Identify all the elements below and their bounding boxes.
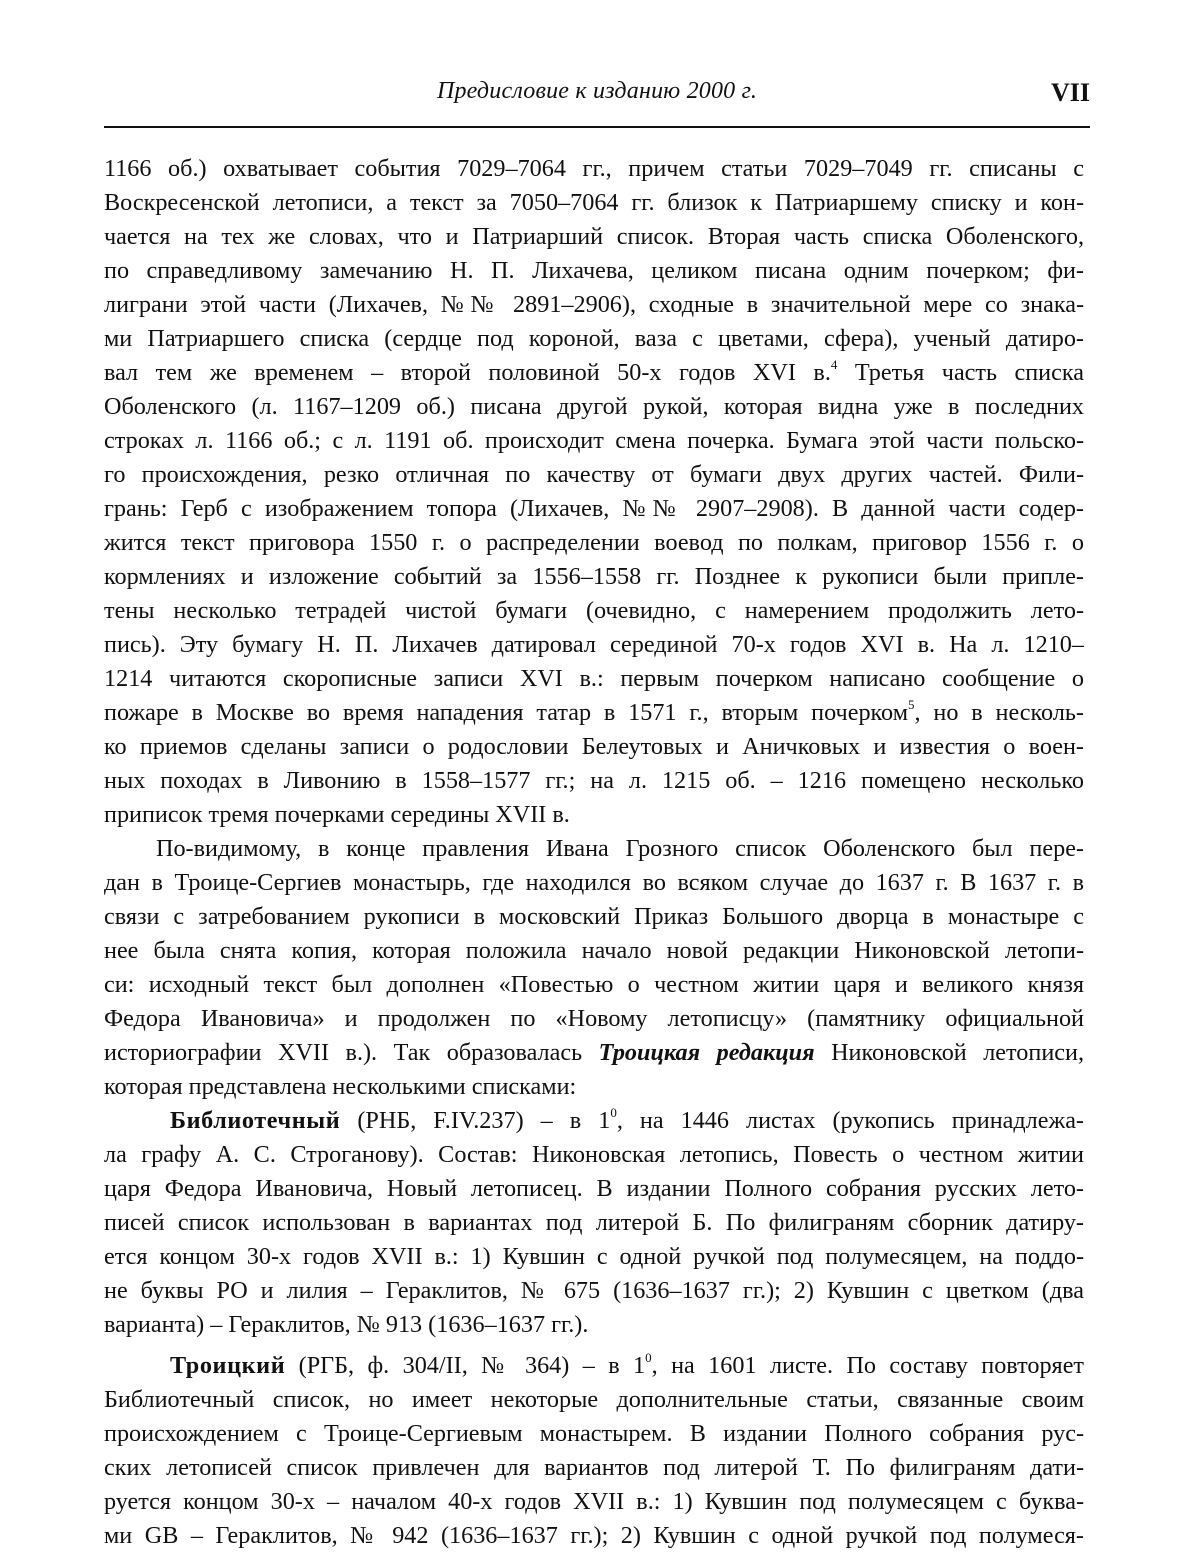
manuscript-title: Троицкий: [170, 1352, 286, 1379]
text-line: Библиотечный (РНБ, F.IV.237) – в $1^0$, на 1446 листах (рукопись принадлежа-: [170, 1105, 1084, 1134]
text-line: нее была снята копия, которая положила начало новой редакции Никоновской летопи-: [104, 937, 1084, 964]
text-line: грань: Герб с изображением топора (Лихачев, №№ 2907–2908). В данной части содер-: [104, 495, 1084, 522]
text-line: ла графу А. С. Строганову). Состав: Никоновская летопись, Повесть о честном житии: [104, 1141, 1084, 1168]
text-line: Федора Ивановича» и продолжен по «Новому летописцу» (памятнику официальной: [104, 1005, 1084, 1032]
text-line: строках л. 1166 об.; с л. 1191 об. происходит смена почерка. Бумага этой части польско-: [104, 427, 1084, 454]
text-line: ных походах в Ливонию в 1558–1577 гг.; на л. 1215 об. – 1216 помещено несколько: [104, 767, 1084, 794]
text-line: Троицкий (РГБ, ф. 304/II, № 364) – в $1^0$, на 1601 листе. По составу повторяет: [170, 1350, 1084, 1379]
text-line: не буквы РО и лилия – Гераклитов, № 675 (1636–1637 гг.); 2) Кувшин с цветком (два: [104, 1277, 1084, 1304]
text-line: историографии XVII в.). Так образовалась Троицкая редакция Никоновской летописи,: [104, 1039, 1084, 1066]
text-line: которая представлена несколькими списками:: [104, 1073, 577, 1100]
manuscript-title: Библиотечный: [170, 1107, 341, 1134]
text-line: Оболенского (л. 1167–1209 об.) писана другой рукой, которая видна уже в последних: [104, 393, 1084, 420]
text-line: чается на тех же словах, что и Патриарший список. Вторая часть списка Оболенского,: [104, 223, 1084, 250]
text-line: ется концом 30-х годов XVII в.: 1) Кувшин с одной ручкой под полумесяцем, на поддо-: [104, 1243, 1084, 1270]
text-line: лиграни этой части (Лихачев, №№ 2891–2906), сходные в значительной мере со знака-: [104, 291, 1084, 318]
body-text: [104, 152, 1084, 1553]
text-line: царя Федора Ивановича, Новый летописец. В издании Полного собрания русских лето-: [104, 1175, 1084, 1202]
page-number: VII: [1050, 78, 1090, 107]
running-head: [104, 78, 1090, 120]
text-line: По-видимому, в конце правления Ивана Грозного список Оболенского был пере-: [156, 835, 1084, 862]
text-line: 1166 об.) охватывает события 7029–7064 гг., причем статьи 7029–7049 гг. списаны с: [104, 155, 1084, 182]
text-line: писей список использован в вариантах под литерой Б. По филиграням сборник датиру-: [104, 1209, 1084, 1236]
text-line: тены несколько тетрадей чистой бумаги (очевидно, с намерением продолжить лето-: [104, 597, 1084, 624]
text-line: происхождением с Троице-Сергиевым монастырем. В издании Полного собрания рус-: [104, 1420, 1084, 1447]
degree-sign: 0: [610, 1105, 617, 1120]
text-line: Библиотечный список, но имеет некоторые дополнительные статьи, связанные своим: [104, 1386, 1084, 1413]
text-line: вал тем же временем – второй половиной 50-х годов XVI в.$^4$ Третья часть списка: [104, 357, 1084, 386]
text-line: Воскресенской летописи, а текст за 7050–7064 гг. близок к Патриаршему списку и кон-: [104, 189, 1084, 216]
text-line: пожаре в Москве во время нападения татар в 1571 г., вторым почерком$^5$, но в несколь-: [104, 697, 1084, 726]
text-line: руется концом 30-х – началом 40-х годов XVII в.: 1) Кувшин под полумесяцем с буква-: [104, 1488, 1084, 1515]
text-line: жится текст приговора 1550 г. о распределении воевод по полкам, приговор 1556 г. о: [104, 529, 1084, 556]
text-line: кормлениях и изложение событий за 1556–1558 гг. Позднее к рукописи были припле-: [104, 563, 1084, 590]
text-line: приписок тремя почерками середины XVII в.: [104, 801, 570, 828]
text-line: ми Патриаршего списка (сердце под короной, ваза с цветами, сфера), ученый датиро-: [104, 325, 1084, 352]
text-line: пись). Эту бумагу Н. П. Лихачев датировал серединой 70-х годов XVI в. На л. 1210–: [104, 631, 1084, 658]
footnote-ref: 4: [830, 357, 838, 372]
running-title: Предисловие к изданию 2000 г.: [436, 78, 758, 104]
text-line: го происхождения, резко отличная по качеству от бумаги двух других частей. Фили-: [104, 461, 1084, 488]
text-line: связи с затребованием рукописи в московский Приказ Большого дворца в монастыре с: [104, 903, 1084, 930]
text-line: дан в Троице-Сергиев монастырь, где находился во всяком случае до 1637 г. В 1637 г. в: [104, 869, 1084, 896]
text-line: ми GB – Гераклитов, № 942 (1636–1637 гг.); 2) Кувшин с одной ручкой под полумеся-: [104, 1522, 1084, 1549]
text-line: ских летописей список привлечен для вариантов под литерой Т. По филиграням дати-: [104, 1454, 1084, 1481]
footnote-ref: 5: [908, 697, 915, 712]
text-line: ко приемов сделаны записи о родословии Белеутовых и Аничковых и известия о воен-: [104, 733, 1084, 760]
degree-sign: 0: [645, 1350, 652, 1365]
text-line: си: исходный текст был дополнен «Повестью о честном житии царя и великого князя: [104, 971, 1084, 998]
text-line: 1214 читаются скорописные записи XVI в.: первым почерком написано сообщение о: [104, 665, 1084, 692]
italic-term: Троицкая редакция: [598, 1039, 815, 1066]
header-rule: [104, 126, 1090, 128]
text-line: по справедливому замечанию Н. П. Лихачева, целиком писана одним почерком; фи-: [104, 257, 1084, 284]
text-line: варианта) – Гераклитов, № 913 (1636–1637 гг.).: [104, 1311, 589, 1338]
